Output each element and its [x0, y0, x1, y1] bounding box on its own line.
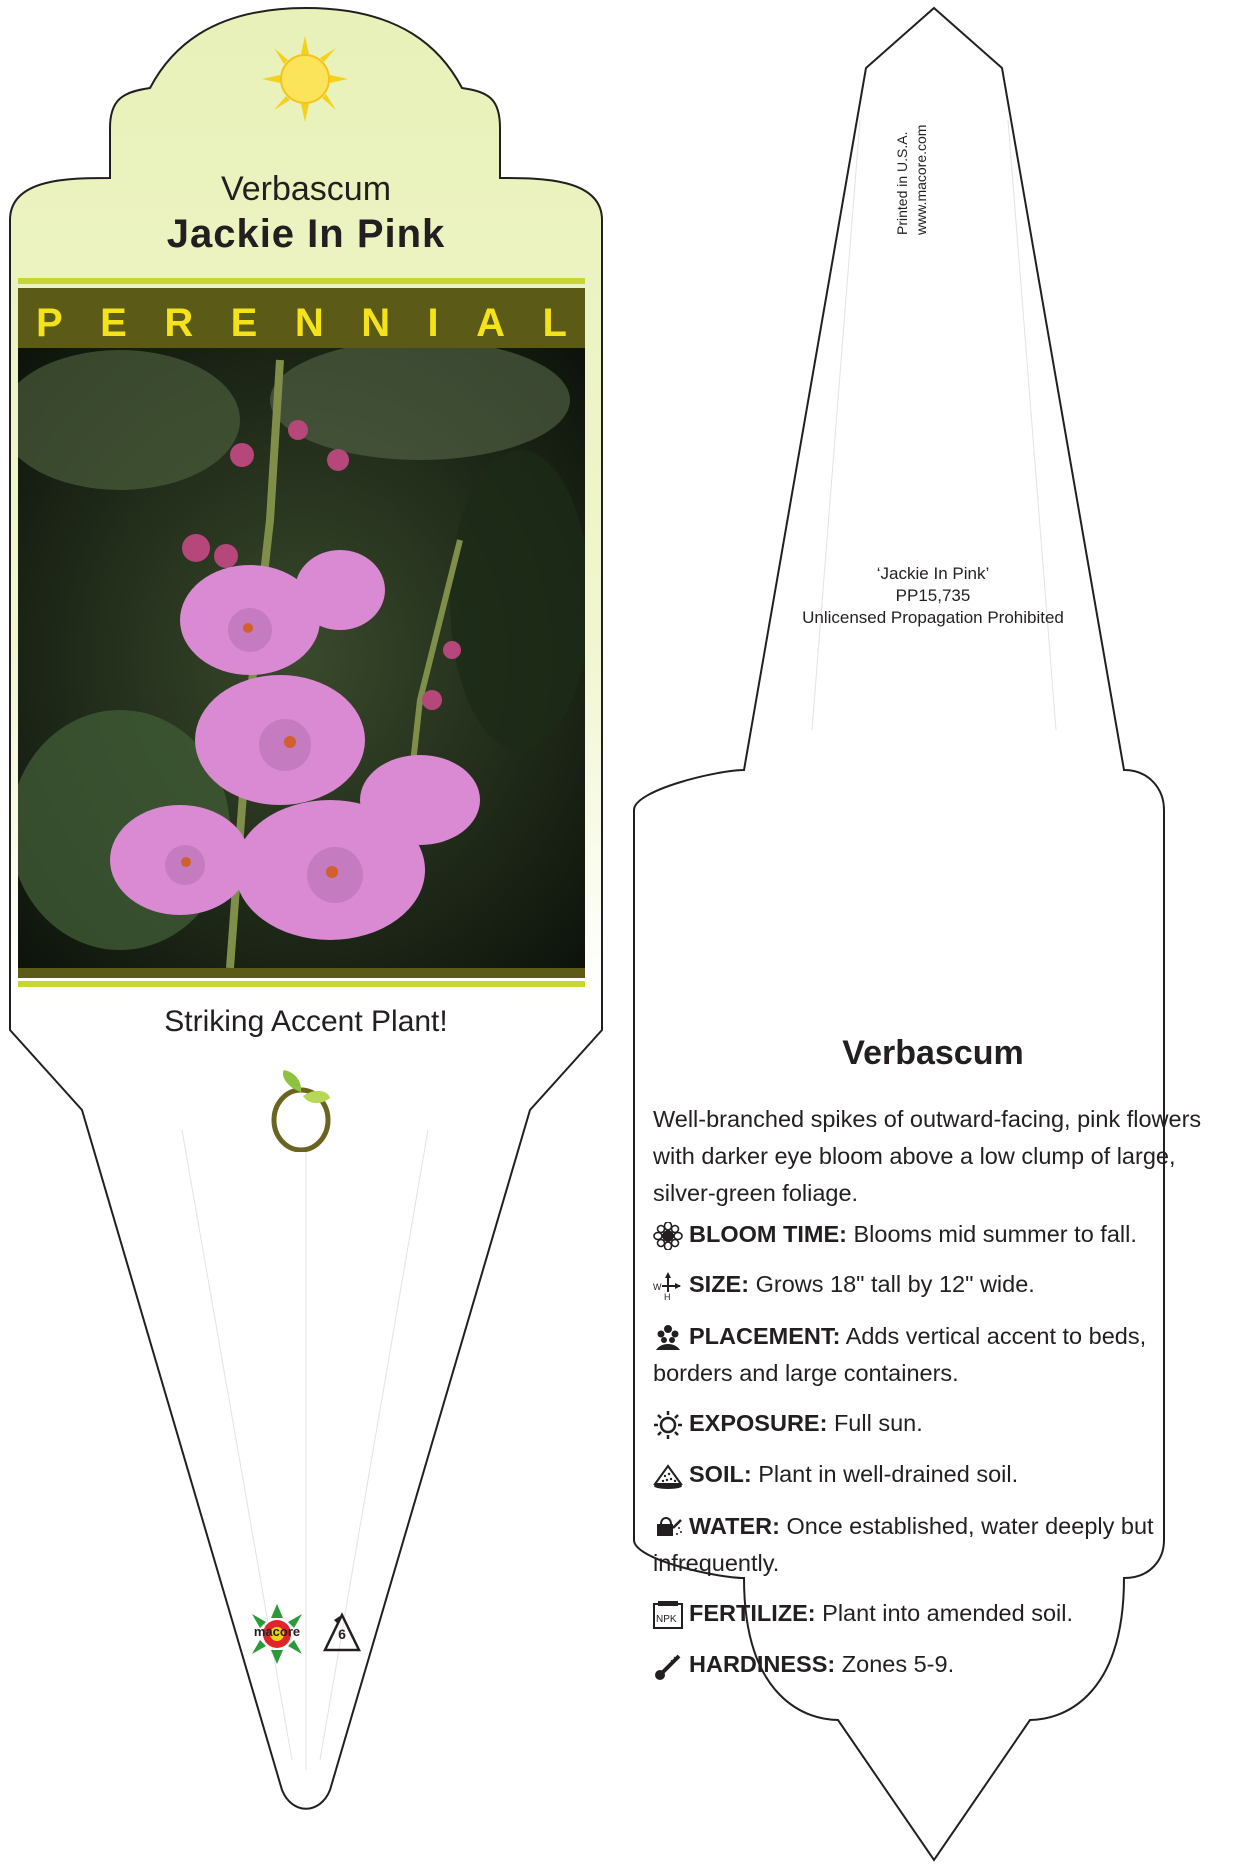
thermometer-icon	[653, 1652, 683, 1680]
attribute-text: Blooms mid summer to fall.	[853, 1221, 1137, 1247]
plant-photo	[0, 340, 590, 968]
npk-icon-text: NPK	[656, 1613, 677, 1625]
attribute-label: EXPOSURE:	[689, 1410, 828, 1436]
npk-icon	[653, 1601, 683, 1629]
brand-logo-text: macore	[253, 1624, 301, 1639]
category-band	[18, 298, 585, 348]
attribute-label: SIZE:	[689, 1271, 750, 1297]
category-letter: P	[36, 300, 63, 345]
category-letter: N	[294, 300, 324, 345]
attribute-label: PLACEMENT:	[689, 1323, 841, 1349]
category-letter: N	[361, 300, 391, 345]
size-icon	[653, 1272, 683, 1300]
patent-number: PP15,735	[895, 586, 971, 605]
attribute-text: Grows 18" tall by 12" wide.	[755, 1271, 1035, 1297]
attribute-text: Adds vertical accent to beds, borders and large containers.	[653, 1323, 1147, 1386]
category-letter: A	[476, 300, 506, 345]
printed-website: www.macore.com	[913, 124, 929, 235]
attribute-label: BLOOM TIME:	[689, 1221, 847, 1247]
brand-logo	[242, 1604, 322, 1664]
plant-cultivar: Jackie In Pink	[166, 212, 446, 256]
attribute-label: SOIL:	[689, 1461, 752, 1487]
attribute-hardiness	[653, 1646, 1213, 1683]
category-letter: E	[100, 300, 127, 345]
placement-icon	[653, 1324, 683, 1352]
attribute-placement	[653, 1318, 1213, 1392]
attribute-label: FERTILIZE:	[689, 1600, 816, 1626]
attribute-text: Once established, water deeply but infrequently.	[653, 1513, 1154, 1576]
soil-icon	[653, 1462, 683, 1490]
sun-icon	[262, 36, 348, 122]
flower-icon	[653, 1222, 683, 1250]
tagline: Striking Accent Plant!	[164, 1005, 448, 1038]
category-letter: L	[542, 300, 567, 345]
size-icon-w: W	[653, 1281, 662, 1292]
attribute-text: Full sun.	[833, 1410, 923, 1436]
plant-genus: Verbascum	[220, 170, 392, 208]
sun-icon	[653, 1411, 683, 1439]
patent-notice: Unlicensed Propagation Prohibited	[802, 608, 1064, 627]
attribute-text: Plant into amended soil.	[822, 1600, 1073, 1626]
sprout-icon	[268, 1068, 334, 1152]
category-letter: R	[164, 300, 194, 345]
attribute-text: Plant in well-drained soil.	[758, 1461, 1019, 1487]
attribute-size	[653, 1266, 1213, 1303]
back-tag-outline	[634, 8, 1164, 1860]
patent-block	[750, 563, 1116, 629]
attribute-water	[653, 1508, 1213, 1582]
attribute-bloom-time	[653, 1216, 1213, 1253]
attribute-exposure	[653, 1405, 1213, 1442]
recycle-number: 6	[338, 1626, 346, 1642]
plant-description: Well-branched spikes of outward-facing, pink flowers with darker eye bloom above a low clump of large, silver-green foliage.	[653, 1106, 1202, 1206]
printed-info	[893, 125, 931, 235]
patent-name: ‘Jackie In Pink’	[876, 564, 990, 583]
printed-location: Printed in U.S.A.	[894, 131, 910, 235]
watering-can-icon	[653, 1514, 683, 1542]
recycle-icon	[322, 1612, 362, 1654]
attribute-label: HARDINESS:	[689, 1651, 836, 1677]
attribute-soil	[653, 1456, 1213, 1493]
size-icon-h: H	[664, 1291, 671, 1300]
category-letter: E	[230, 300, 258, 345]
attribute-text: Zones 5-9.	[841, 1651, 955, 1677]
attribute-fertilize	[653, 1595, 1213, 1632]
back-title: Verbascum	[842, 1034, 1024, 1072]
category-letter: I	[427, 300, 439, 345]
attribute-label: WATER:	[689, 1513, 780, 1539]
